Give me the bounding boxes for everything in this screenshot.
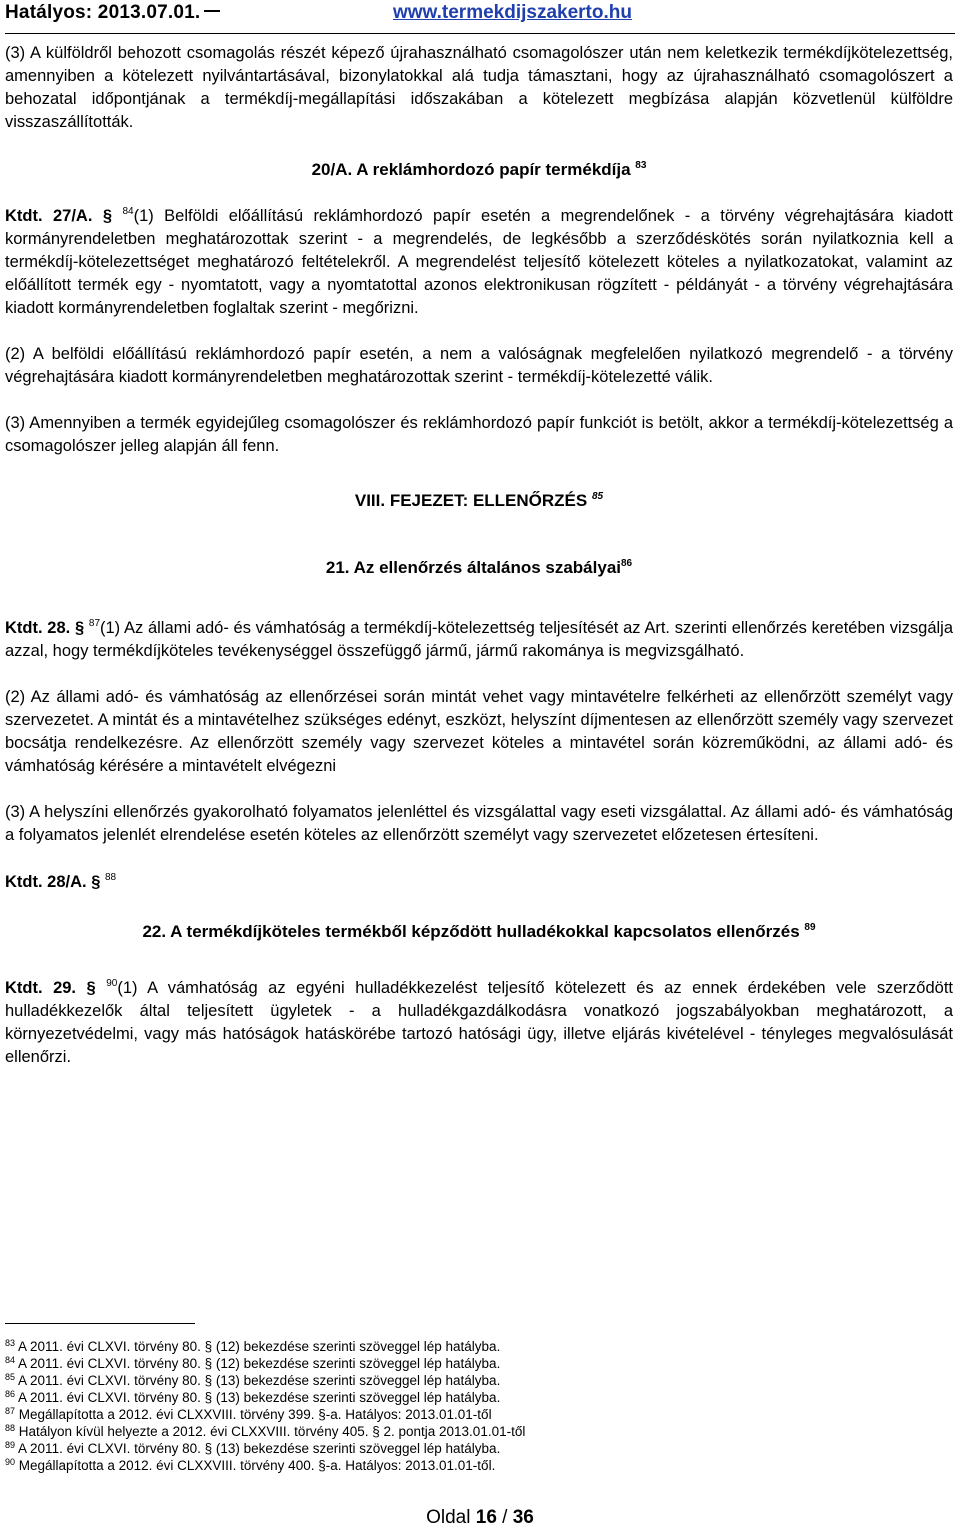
section-sign: § xyxy=(91,873,101,891)
footnote-separator xyxy=(5,1323,195,1324)
footnote-number: 84 xyxy=(5,1355,16,1365)
footnote-ref[interactable]: 89 xyxy=(804,922,816,933)
ktdt-27a-p2: (2) A belföldi előállítású reklámhordozó papír esetén, a nem a valóságnak megfelelően nyilatkozó megrendelő - a törvény végrehajtására kiadott kormányrendeletben meghatározottak szerint - termékdíj-kötelezetté válik. xyxy=(5,345,953,386)
effective-date-text: Hatályos: 2013.07.01. xyxy=(5,2,201,23)
page-header xyxy=(0,0,960,44)
section-label: Ktdt. 29. xyxy=(5,979,77,997)
page-number xyxy=(0,1507,960,1529)
ktdt-28a xyxy=(5,871,953,894)
footnote-ref[interactable]: 87 xyxy=(88,618,101,629)
footnote-text: A 2011. évi CLXVI. törvény 80. § (13) bekezdése szerinti szöveggel lép hatályba. xyxy=(18,1390,501,1405)
footnote-number: 90 xyxy=(5,1457,16,1467)
footnote-item xyxy=(5,1355,905,1372)
main-content xyxy=(5,42,953,1069)
footnote-ref[interactable]: 86 xyxy=(621,558,633,569)
section-sign: § xyxy=(102,207,113,225)
current-page: 16 xyxy=(475,1507,497,1528)
footnote-number: 88 xyxy=(5,1423,16,1433)
heading-21-text: 21. Az ellenőrzés általános szabályai xyxy=(325,558,621,577)
website-link[interactable]: www.termekdijszakerto.hu xyxy=(393,2,632,23)
footnote-ref[interactable]: 88 xyxy=(104,872,117,883)
header-divider xyxy=(5,33,955,34)
ktdt-27a-p3: (3) Amennyiben a termék egyidejűleg csomagolószer és reklámhordozó papír funkciót is betölt, akkor a termékdíj-kötelezettség a csomagolószer jelleg alapján áll fenn. xyxy=(5,414,953,455)
paragraph-text: (1) Az állami adó- és vámhatóság a termékdíj-kötelezettség teljesítését az Art. szerinti ellenőrzés keretében vizsgálja azzal, hogy termékdíjköteles tevékenységgel összefüggő jármű, jármű rakománya is megvizsgálható. xyxy=(5,619,954,660)
page-label: Oldal xyxy=(426,1507,471,1528)
footnote-text: Hatályon kívül helyezte a 2012. évi CLXXVIII. törvény 405. § 2. pontja 2013.01.01-től xyxy=(18,1424,526,1439)
footnote-text: A 2011. évi CLXVI. törvény 80. § (13) bekezdése szerinti szöveggel lép hatályba. xyxy=(18,1441,501,1456)
chapter-heading-text: VIII. FEJEZET: ELLENŐRZÉS xyxy=(354,491,588,510)
ktdt-28-p1 xyxy=(5,617,953,663)
heading-22-text: 22. A termékdíjköteles termékből képződött hulladékokkal kapcsolatos ellenőrzés xyxy=(142,922,800,941)
footnote-number: 87 xyxy=(5,1406,16,1416)
footnote-ref[interactable]: 84 xyxy=(122,206,134,217)
footnote-text: A 2011. évi CLXVI. törvény 80. § (13) bekezdése szerinti szöveggel lép hatályba. xyxy=(18,1373,501,1388)
paragraph-text: (1) Belföldi előállítású reklámhordozó papír esetén a megrendelőnek - a törvény végrehajtására kiadott kormányrendeletben meghatározottak szerint - a megrendelés, de legkésőbb a szerződéskötés során nyilatkoznia kell a termékdíj-kötelezettséget meghatározó feltételekről. A megrendelést teljesítő kötelezett köteles a nyilatkozatokat, valamint az előállított termék egy - nyomtatott, vagy a nyomtatottal azonos elektronikusan rögzített - példányát - a törvény végrehajtására kiadott kormányrendeletben foglaltak szerint - megőrizni. xyxy=(5,207,953,317)
footnote-item xyxy=(5,1440,905,1457)
footnote-text: A 2011. évi CLXVI. törvény 80. § (12) bekezdése szerinti szöveggel lép hatályba. xyxy=(18,1339,501,1354)
footnote-item xyxy=(5,1423,905,1440)
header-dash xyxy=(204,10,220,12)
section-label: Ktdt. 28/A. xyxy=(5,873,87,891)
footnote-number: 86 xyxy=(5,1389,16,1399)
heading-20a-text: 20/A. A reklámhordozó papír termékdíja xyxy=(311,160,631,179)
section-sign: § xyxy=(74,619,85,637)
section-sign: § xyxy=(86,979,96,997)
footnote-number: 83 xyxy=(5,1338,16,1348)
section-label: Ktdt. 28. xyxy=(5,619,71,637)
footnote-ref[interactable]: 85 xyxy=(591,491,604,502)
intro-paragraph: (3) A külföldről behozott csomagolás részét képező újrahasználható csomagolószer után nem keletkezik termékdíjkötelezettség, amennyiben a kötelezett nyilvántartásával, bizonylatokkal alá tudja támasztani, hogy az újrahasználható csomagolószert a behozatal időpontjának a termékdíj-megállapítási időszakában a kötelezett megbízása alapján közvetlenül külföldre visszaszállították. xyxy=(5,44,953,131)
page-separator: / xyxy=(502,1507,508,1528)
footnote-ref[interactable]: 90 xyxy=(106,978,118,989)
footnote-text: Megállapította a 2012. évi CLXXVIII. törvény 399. §-a. Hatályos: 2013.01.01-től xyxy=(18,1407,492,1422)
ktdt-28-p2: (2) Az állami adó- és vámhatóság az ellenőrzései során mintát vehet vagy mintavételre felkérheti az ellenőrzött személyt vagy szervezetet. A mintát és a mintavételhez szükséges edényt, eszközt, helyszínt díjmentesen az ellenőrzött személy vagy szervezet bocsátja rendelkezésre. Az ellenőrzött személy vagy szervezet köteles a mintavétel során közreműködni, az állami adó- és vámhatóság kérésére a mintavételt elvégezni xyxy=(5,688,953,775)
footnote-item xyxy=(5,1372,905,1389)
footnote-item xyxy=(5,1338,905,1355)
ktdt-28-p3: (3) A helyszíni ellenőrzés gyakorolható folyamatos jelenléttel és vizsgálattal vagy eseti vizsgálattal. Az állami adó- és vámhatóság a folyamatos jelenlét elrendelése esetén köteles az ellenőrzött személyt vagy szervezetet előzetesen értesíteni. xyxy=(5,803,953,844)
footnote-item xyxy=(5,1389,905,1406)
section-label: Ktdt. 27/A. xyxy=(5,207,93,225)
heading-21 xyxy=(5,556,953,579)
ktdt-27a-p1 xyxy=(5,205,953,320)
effective-date xyxy=(5,2,220,24)
heading-20a xyxy=(5,158,953,181)
chapter-heading xyxy=(5,489,953,512)
footnote-number: 89 xyxy=(5,1440,16,1450)
footnote-ref[interactable]: 83 xyxy=(635,160,647,171)
footnote-text: Megállapította a 2012. évi CLXXVIII. törvény 400. §-a. Hatályos: 2013.01.01-től. xyxy=(18,1458,496,1473)
paragraph-text: (1) A vámhatóság az egyéni hulladékkezelést teljesítő kötelezett és az ennek érdekében vele szerződött hulladékkezelők által teljesített ügyletek - a hulladékgazdálkodásra vonatkozó jogszabályokban meghatározott, a környezetvédelmi, vagy más hatóságok hatáskörébe tartozó hatósági ügy, illetve eljárás kivételével - tényleges megvalósulását ellenőrzi. xyxy=(5,979,953,1066)
total-pages: 36 xyxy=(512,1507,534,1528)
footnote-item xyxy=(5,1457,905,1474)
footnotes xyxy=(5,1338,905,1474)
footnote-number: 85 xyxy=(5,1372,16,1382)
footnote-text: A 2011. évi CLXVI. törvény 80. § (12) bekezdése szerinti szöveggel lép hatályba. xyxy=(18,1356,501,1371)
footnote-item xyxy=(5,1406,905,1423)
ktdt-29-p1 xyxy=(5,977,953,1069)
heading-22 xyxy=(5,920,953,943)
